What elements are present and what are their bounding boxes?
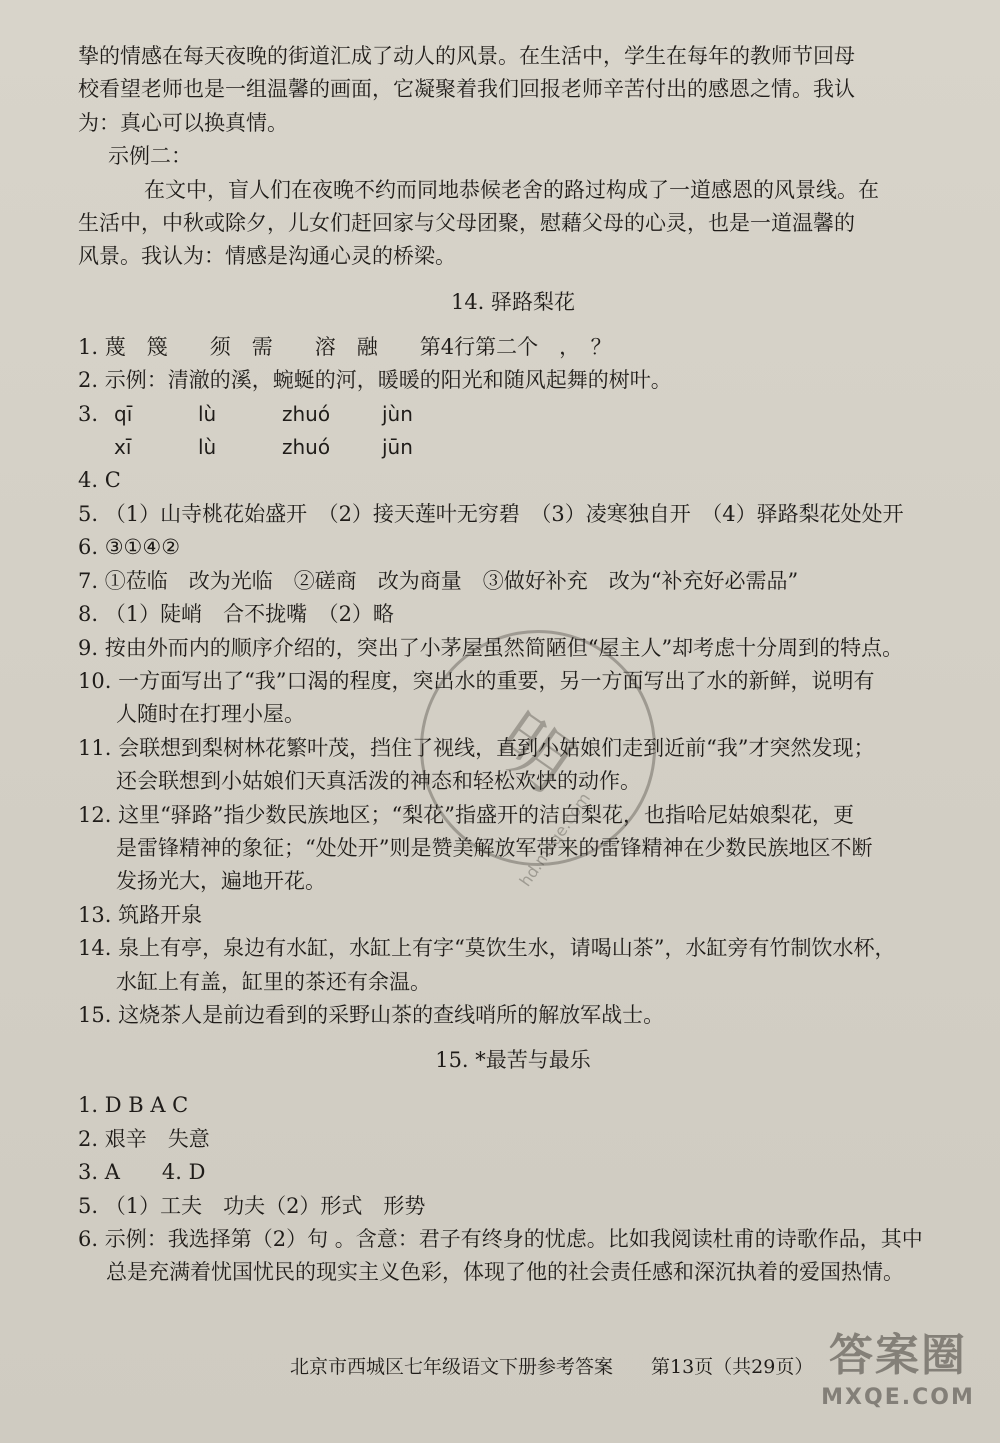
pinyin: jùn [382, 401, 413, 426]
answer-14-cont: 水缸上有盖，缸里的茶还有余温。 [116, 969, 431, 994]
example-label: 示例二： [108, 144, 192, 169]
answer-12-cont: 是雷锋精神的象征；“处处开”则是赞美解放军带来的雷锋精神在少数民族地区不断 [116, 835, 873, 860]
answer-5: 5. （1）山寺桃花始盛开 （2）接天莲叶无穷碧 （3）凌寒独自开 （4）驿路梨花处处开 [78, 501, 904, 526]
logo-url: MXQE.COM [821, 1385, 975, 1410]
pinyin: qī [114, 401, 133, 426]
answer-3-row2 [78, 431, 948, 464]
answer-2: 2. 示例：清澈的溪，蜿蜒的河，暖暖的阳光和随风起舞的树叶。 [78, 368, 672, 393]
pinyin: lù [198, 401, 217, 426]
answer-6: 6. 示例：我选择第（2）句 。含意：君子有终身的忧虑。比如我阅读杜甫的诗歌作品，其中 [78, 1227, 923, 1251]
answer-15: 15. 这烧茶人是前边看到的采野山茶的查线哨所的解放军战士。 [78, 1002, 665, 1027]
pinyin: zhuó [282, 401, 331, 426]
site-logo [812, 1328, 984, 1428]
answer-6: 6. ③①④② [78, 535, 181, 560]
answer-4: 4. C [78, 468, 121, 493]
answer-1: 1. 蔑 篾 须 需 溶 融 第4行第二个 ， ？ [78, 334, 612, 359]
pinyin: xī [114, 435, 132, 460]
answer-3-4: 3. A 4. D [78, 1160, 206, 1185]
answer-12: 12. 这里“驿路”指少数民族地区；“梨花”指盛开的洁白梨花，也指哈尼姑娘梨花，更 [78, 802, 855, 827]
answer-11: 11. 会联想到梨树林花繁叶茂，挡住了视线，直到小姑娘们走到近前“我”才突然发现； [78, 735, 875, 760]
answer-13: 13. 筑路开泉 [78, 902, 203, 927]
answer-10-cont: 人随时在打理小屋。 [116, 702, 305, 727]
answer-number: 3. [78, 401, 99, 426]
answer-2: 2. 艰辛 失意 [78, 1126, 210, 1151]
text-line: 校看望老师也是一组温馨的画面，它凝聚着我们回报老师辛苦付出的感恩之情。我认 [78, 77, 855, 102]
answer-5: 5. （1）工夫 功夫（2）形式 形势 [78, 1193, 426, 1218]
watermark-url: hd.mxqe.com [515, 789, 595, 890]
pinyin: lù [198, 435, 217, 460]
text-line: 挚的情感在每天夜晚的街道汇成了动人的风景。在生活中，学生在每年的教师节回母 [78, 44, 855, 68]
page-content [78, 40, 948, 1290]
answer-6-cont: 总是充满着忧国忧民的现实主义色彩，体现了他的社会责任感和深沉执着的爱国热情。 [106, 1260, 904, 1285]
text-line: 风景。我认为：情感是沟通心灵的桥梁。 [78, 244, 456, 269]
answer-11-cont: 还会联想到小姑娘们天真活泼的神态和轻松欢快的动作。 [116, 769, 641, 794]
text-line: 为：真心可以换真情。 [78, 110, 288, 135]
stamp-text: 明 [480, 697, 589, 808]
answer-14: 14. 泉上有亭，泉边有水缸，水缸上有字“莫饮生水，请喝山茶”，水缸旁有竹制饮水杯， [78, 936, 896, 961]
answer-9: 9. 按由外而内的顺序介绍的，突出了小茅屋虽然简陋但“屋主人”却考虑十分周到的特点。 [78, 635, 904, 660]
section-title-14: 14. 驿路梨花 [450, 289, 576, 314]
pinyin: jūn [382, 435, 413, 460]
pinyin: zhuó [282, 435, 331, 460]
answer-10: 10. 一方面写出了“我”口渴的程度，突出水的重要，另一方面写出了水的新鲜，说明有 [78, 668, 875, 693]
section-title-15: 15. *最苦与最乐 [435, 1048, 591, 1073]
answer-12-cont: 发扬光大，遍地开花。 [116, 869, 326, 894]
answer-1: 1. D B A C [78, 1093, 189, 1118]
answer-7: 7. ①莅临 改为光临 ②磋商 改为商量 ③做好补充 改为“补充好必需品” [78, 568, 799, 593]
answer-3-row1 [78, 398, 948, 431]
text-line: 生活中，中秋或除夕，儿女们赶回家与父母团聚，慰藉父母的心灵，也是一道温馨的 [78, 211, 855, 236]
page-footer: 北京市西城区七年级语文下册参考答案 第13页（共29页） [290, 1356, 814, 1378]
logo-text: 答案圈 [829, 1330, 967, 1381]
answer-8: 8. （1）陡峭 合不拢嘴 （2）略 [78, 602, 394, 627]
text-line: 在文中，盲人们在夜晚不约而同地恭候老舍的路过构成了一道感恩的风景线。在 [144, 177, 879, 202]
